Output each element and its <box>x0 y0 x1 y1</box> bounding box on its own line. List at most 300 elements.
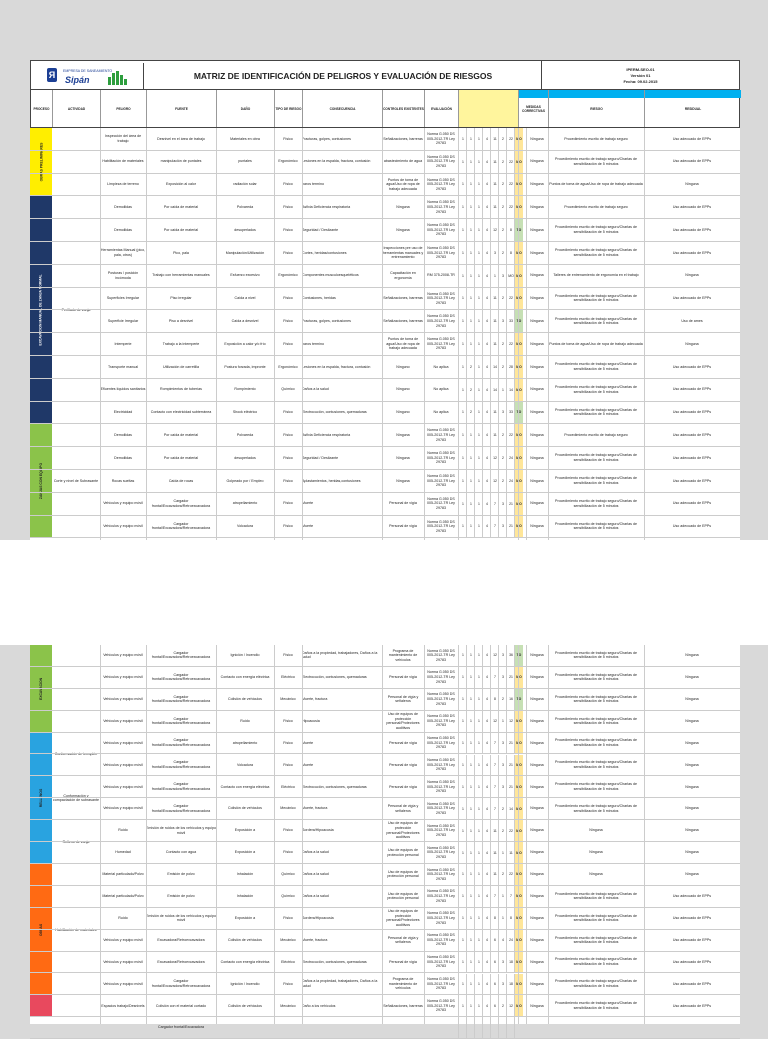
score-cell: 12 <box>490 219 499 241</box>
score-cell: MO <box>514 333 523 355</box>
score-cell: 1 <box>466 493 475 515</box>
process-group: Conformación de terraplén <box>52 733 101 777</box>
table-cell: atropellamiento <box>232 501 258 506</box>
score-cell: MO <box>514 952 523 973</box>
score-cell: 1 <box>458 952 467 973</box>
table-cell: Físico <box>283 432 293 437</box>
table-cell: Muerte <box>302 740 314 745</box>
table-cell: Físico <box>283 524 293 529</box>
table-cell: Eléctrico <box>281 675 295 680</box>
table-cell: Ninguna <box>589 872 603 877</box>
score-cell: 7 <box>490 755 499 776</box>
score-cell: 21 <box>506 667 515 688</box>
table-cell: Ninguna <box>685 784 699 789</box>
table-cell: Procedimiento escrito de trabajo seguro <box>564 136 628 141</box>
table-cell <box>526 1017 548 1038</box>
table-cell: Contacto con energía eléctrica <box>220 675 270 680</box>
score-cell: 8 <box>490 689 499 710</box>
score-cell: 1 <box>466 470 475 492</box>
document-title: MATRIZ DE IDENTIFICACIÓN DE PELIGROS Y EVALUACIÓN DE RIESGOS <box>193 71 493 81</box>
score-cell: 1 <box>458 908 467 929</box>
table-cell: Uso adecuado de EPPs <box>672 364 712 369</box>
table-cell: Por caída de material <box>163 432 199 437</box>
score-cell: 1 <box>466 424 475 446</box>
score-cell: 1 <box>498 842 507 863</box>
table-row <box>30 356 740 379</box>
table-cell: Físico <box>283 850 293 855</box>
table-cell: Cortes, heridas/contusiones <box>302 250 347 255</box>
table-cell: Demoliidas <box>114 432 132 437</box>
table-cell: Personal de vigía <box>389 524 417 529</box>
score-cell: 22 <box>506 151 515 173</box>
grid-line <box>518 128 519 540</box>
score-cell: 2 <box>466 379 475 401</box>
table-cell: Ninguna <box>530 478 544 483</box>
table-cell: Procedimiento escrito de trabajo seguro <box>564 432 628 437</box>
score-cell: 1 <box>458 151 467 173</box>
table-cell: Uso adecuado de EPPs <box>672 501 712 506</box>
table-cell: Ninguna <box>530 364 544 369</box>
table-cell: Personal de vigía <box>389 784 417 789</box>
score-cell: MO <box>514 820 523 841</box>
table-cell: Puntos de toma de agua/Uso de ropa de trabajo adecuada <box>549 341 643 346</box>
score-cell: 1 <box>498 711 507 732</box>
table-cell: Colisión de vehículos <box>228 937 262 942</box>
score-cell: 2 <box>498 447 507 469</box>
table-cell: Ninguna <box>685 850 699 855</box>
score-cell: 4 <box>482 711 491 732</box>
score-cell: 12 <box>506 995 515 1016</box>
table-cell: Ergonómico <box>278 159 298 164</box>
table-cell: Procedimiento escrito de trabajo seguro/Charlas de sensibilización de 5 minutos <box>555 499 637 508</box>
score-cell: 1 <box>474 645 483 666</box>
table-cell: Espacios trabajo/Desnivels <box>101 1003 145 1008</box>
table-cell: Muerte <box>302 762 314 767</box>
score-cell: MO <box>514 930 523 951</box>
table-cell: Ninguna <box>530 850 544 855</box>
table-cell: Norma G.050 DS 005-2012-TR Ley 29783 <box>427 246 455 260</box>
score-cell: 1 <box>474 447 483 469</box>
table-cell: Procedimiento escrito de trabajo seguro/Charlas de sensibilización de 5 minutos <box>555 316 637 326</box>
score-cell: MO <box>514 667 523 688</box>
table-cell <box>100 1017 146 1038</box>
table-cell: Materiales en obra <box>230 136 260 141</box>
table-cell: Ninguno <box>396 364 410 369</box>
table-row <box>30 196 740 219</box>
table-cell: Ninguna <box>685 341 699 346</box>
score-cell: 1 <box>466 776 475 797</box>
table-cell: Señalizaciones, barreras <box>383 318 423 323</box>
table-cell: Vehículos y equipo móvil <box>103 740 143 745</box>
score-cell: 1 <box>474 288 483 310</box>
score-cell: 1 <box>474 333 483 355</box>
table-cell: Procedimiento escrito de trabajo seguro/Charlas de sensibilización de 5 minutos <box>555 694 637 704</box>
score-cell: 22 <box>506 820 515 841</box>
table-cell: Ergonómico <box>278 273 298 278</box>
table-row <box>30 689 740 711</box>
score-cell: 2 <box>498 424 507 446</box>
grid-line <box>274 645 275 1024</box>
table-cell: Posturas / posición incómoda <box>107 271 139 280</box>
table-cell: Uso de equipos de protección personal/Protectores auditivos <box>386 909 420 927</box>
score-cell: 1 <box>458 242 467 264</box>
score-cell: 11 <box>506 842 515 863</box>
score-cell: 1 <box>474 151 483 173</box>
score-cell: 2 <box>498 288 507 310</box>
score-cell: 21 <box>506 776 515 797</box>
process-group: Habilitación de materiales <box>52 864 101 995</box>
table-cell: Vehículos y equipo móvil <box>103 937 143 942</box>
table-cell: Uso adecuado de EPPs <box>672 387 712 392</box>
score-cell: 1 <box>474 886 483 907</box>
score-cell: 4 <box>482 470 491 492</box>
risk-table-body <box>30 128 740 540</box>
table-cell: Exposición a <box>234 850 256 855</box>
score-cell: 1 <box>474 711 483 732</box>
process-group: Perfilado de zanja <box>52 196 101 424</box>
score-cell: 3 <box>498 776 507 797</box>
score-cell: 11 <box>490 196 499 218</box>
table-row <box>30 288 740 311</box>
table-cell: Ninguna <box>530 806 544 811</box>
table-cell: Humedad <box>115 850 131 855</box>
score-cell: MO <box>514 288 523 310</box>
score-cell: 1 <box>474 820 483 841</box>
table-cell: Ninguna <box>685 828 699 833</box>
score-cell: 1 <box>458 820 467 841</box>
table-cell: Cargador frontal/Excavadora/Retroexcavadora <box>151 804 211 813</box>
table-cell: Asfixia Deficiencia respiratoria <box>302 204 351 209</box>
score-cell: TO <box>514 219 523 241</box>
score-cell: 4 <box>482 288 491 310</box>
table-cell: Uso adecuado de EPPs <box>672 915 712 920</box>
table-row <box>30 952 740 974</box>
table-cell <box>302 1017 382 1038</box>
score-cell: 11 <box>490 151 499 173</box>
table-cell: Mecánico <box>280 806 296 811</box>
table-cell: Seguridad / Deslizante <box>302 455 339 460</box>
table-cell: Hipoacusia <box>302 718 320 723</box>
table-cell: Exposición a <box>234 915 256 920</box>
table-cell: Norma G.050 DS 005-2012-TR Ley 29783 <box>427 933 455 947</box>
score-cell: 3 <box>498 645 507 666</box>
score-cell: 2 <box>498 128 507 150</box>
table-cell: Ninguna <box>530 296 544 301</box>
score-cell: 22 <box>506 424 515 446</box>
score-cell: 4 <box>482 798 491 819</box>
table-cell: Inspección del área de trabajo <box>104 134 142 143</box>
score-cell: 1 <box>458 128 467 150</box>
table-cell: Personal de vigía y señaleros <box>387 935 419 945</box>
table-row <box>30 733 740 755</box>
col-dano: DAÑO <box>217 90 275 127</box>
table-cell: Procedimiento escrito de trabajo seguro/Charlas de sensibilización de 5 minutos <box>555 782 637 791</box>
grid-line <box>216 128 217 540</box>
table-cell: Físico <box>283 740 293 745</box>
table-cell: Uso de equipos de protección personal <box>387 891 419 901</box>
score-cell: 3 <box>498 755 507 776</box>
table-cell: Excavadora/Retroexcavadora <box>157 937 205 942</box>
table-cell: Norma G.050 DS 005-2012-TR Ley 29783 <box>427 845 455 859</box>
table-cell: Procedimiento escrito de trabajo seguro/Charlas de sensibilización de 5 minutos <box>555 157 637 166</box>
score-cell: 1 <box>458 974 467 995</box>
col-medidas: MEDIDAS CORRECTIVAS <box>519 90 549 127</box>
grid-line <box>458 645 459 1024</box>
table-cell: Daños a la salud <box>302 850 329 855</box>
score-cell: 1 <box>466 288 475 310</box>
score-cell: 3 <box>498 402 507 424</box>
table-cell: Material particulado/Polvo <box>102 894 144 899</box>
table-cell: Uso adecuado de EPPs <box>672 455 712 460</box>
table-row <box>30 493 740 516</box>
table-cell: Manipulación/Utilización <box>225 250 265 255</box>
score-cell: 8 <box>506 908 515 929</box>
table-cell: Procedimiento escrito de trabajo seguro/Charlas de sensibilización de 5 minutos <box>555 935 637 945</box>
table-cell: Inspecciones pre uso de herramientas manuales y entrenamiento <box>382 246 424 260</box>
score-cell: 1 <box>466 930 475 951</box>
table-cell: Procedimiento escrito de trabajo seguro/Charlas de sensibilización de 5 minutos <box>555 716 637 726</box>
table-cell: Ninguna <box>530 718 544 723</box>
table-cell: Procedimiento escrito de trabajo seguro/Charlas de sensibilización de 5 minutos <box>555 385 637 394</box>
table-cell: Norma G.050 DS 005-2012-TR Ley 29783 <box>427 998 455 1013</box>
table-row <box>30 908 740 930</box>
table-cell: Aplastamientos, heridas,contusiones <box>302 478 361 483</box>
table-cell: Ninguna <box>685 872 699 877</box>
table-cell: Inhalación <box>236 872 254 877</box>
score-cell: 4 <box>482 379 491 401</box>
table-cell <box>274 1017 302 1038</box>
score-cell: 11 <box>490 864 499 885</box>
score-cell: MO <box>514 886 523 907</box>
table-cell: Daños a la propiedad, trabajadores, Daños a la salud <box>302 979 378 988</box>
score-cell: 1 <box>458 174 467 196</box>
table-cell: Ninguna <box>530 455 544 460</box>
col-riesgo: RIESGO <box>549 90 645 127</box>
table-row <box>30 667 740 689</box>
score-cell: MO <box>514 379 523 401</box>
table-cell: Trabajo con herramientas manuales <box>152 273 210 278</box>
score-cell: 4 <box>482 310 491 332</box>
score-cell: MO <box>514 128 523 150</box>
document-code-block <box>541 61 739 91</box>
table-cell: Ergonómico <box>278 364 298 369</box>
score-cell: 3 <box>498 516 507 538</box>
table-cell: Puntos de toma de agua/Uso de ropa de trabajo adecuada <box>386 337 420 351</box>
table-cell: Procedimiento escrito de trabajo seguro/Charlas de sensibilización de 5 minutos <box>555 362 637 371</box>
score-cell: 7 <box>490 516 499 538</box>
risk-table-body-continued <box>30 645 740 1030</box>
score-cell: 8 <box>506 219 515 241</box>
table-cell: Vehículos y equipo móvil <box>103 718 143 723</box>
table-row <box>30 755 740 777</box>
score-cell: 1 <box>474 493 483 515</box>
table-cell: Ruido <box>118 828 128 833</box>
table-cell: Norma G.050 DS 005-2012-TR Ley 29783 <box>427 132 455 146</box>
score-cell: 1 <box>458 798 467 819</box>
table-cell: Físico <box>283 250 293 255</box>
table-cell: Ninguna <box>530 675 544 680</box>
score-cell: 1 <box>474 995 483 1016</box>
score-cell: 4 <box>482 447 491 469</box>
table-cell: Procedimiento escrito de trabajo seguro/Charlas de sensibilización de 5 minutos <box>555 760 637 769</box>
table-cell: Contacto con agua <box>165 850 197 855</box>
table-cell: Personal de vigía <box>389 501 417 506</box>
score-cell: 22 <box>506 174 515 196</box>
table-row <box>30 645 740 667</box>
table-row <box>30 798 740 820</box>
score-cell: 7 <box>490 493 499 515</box>
score-cell: 4 <box>482 242 491 264</box>
score-cell: 1 <box>474 470 483 492</box>
score-cell: 3 <box>498 310 507 332</box>
table-cell: Uso adecuado de EPPs <box>672 227 712 232</box>
score-cell: 21 <box>506 755 515 776</box>
table-cell: Uso adecuado de EPPs <box>672 136 712 141</box>
score-cell: 4 <box>482 174 491 196</box>
table-cell: Desnivel en el área de trabajo <box>157 136 205 141</box>
score-cell: 24 <box>506 930 515 951</box>
score-cell: MO <box>514 776 523 797</box>
score-cell: 1 <box>474 776 483 797</box>
table-cell: Ninguna <box>396 204 410 209</box>
table-cell: paros termino <box>302 182 324 187</box>
table-cell: Procedimiento escrito de trabajo seguro/Charlas de sensibilización de 5 minutos <box>555 891 637 901</box>
table-cell: Ninguna <box>530 653 544 658</box>
score-cell: 2 <box>498 219 507 241</box>
score-cell: 12 <box>490 711 499 732</box>
table-cell: Uso adecuado de EPPs <box>672 296 712 301</box>
table-cell: Uso de arnes <box>681 318 703 323</box>
stage-label: ZANJAS CON EQUIPO <box>39 463 44 500</box>
table-row <box>30 995 740 1017</box>
score-cell: MO <box>514 755 523 776</box>
table-cell: Norma G.050 DS 005-2012-TR Ley 29783 <box>427 154 455 168</box>
table-cell: Colisión de vehículos <box>228 806 262 811</box>
score-cell: 1 <box>466 689 475 710</box>
score-cell: 4 <box>498 930 507 951</box>
table-cell: Excavadora/Retroexcavadora <box>157 959 205 964</box>
score-cell: 2 <box>498 798 507 819</box>
score-cell: 11 <box>490 128 499 150</box>
table-cell: Vehículos y equipo móvil <box>103 959 143 964</box>
table-cell: Lesiones en la espalda, fractura, contusión <box>302 364 371 369</box>
col-tipo-riesgo: TIPO DE RIESGO <box>275 90 303 127</box>
table-cell: paros termino <box>302 341 324 346</box>
score-cell: 1 <box>458 776 467 797</box>
table-cell: Norma G.050 DS 005-2012-TR Ley 29783 <box>427 648 455 662</box>
score-cell: 14 <box>490 356 499 378</box>
table-cell: Lesiones en la espalda, fractura, contusión <box>302 159 371 164</box>
table-cell: Programa de mantenimiento de vehículos <box>388 977 418 991</box>
table-row <box>30 242 740 265</box>
grid-line <box>424 128 425 540</box>
score-cell: 1 <box>466 128 475 150</box>
table-cell: Vehículos y equipo móvil <box>103 696 143 701</box>
score-cell: 1 <box>458 447 467 469</box>
score-cell: 21 <box>506 493 515 515</box>
table-cell: Procedimiento escrito de trabajo seguro/Charlas de sensibilización de 5 minutos <box>555 248 637 257</box>
table-cell: Golpeado por / Empleo <box>226 478 264 483</box>
table-cell: Contusiones, heridas <box>302 296 336 301</box>
table-cell: Ninguna <box>530 432 544 437</box>
score-cell: 1 <box>474 310 483 332</box>
score-cell: 7 <box>490 667 499 688</box>
score-cell: 2 <box>498 864 507 885</box>
table-row <box>30 864 740 886</box>
stage-label: EXCAVACION <box>39 677 44 700</box>
table-cell: Ninguna <box>530 784 544 789</box>
table-cell: Procedimiento escrito de trabajo seguro/Charlas de sensibilización de 5 minutos <box>555 1001 637 1010</box>
score-cell: 22 <box>506 196 515 218</box>
score-cell: 4 <box>482 402 491 424</box>
score-cell: MO <box>514 356 523 378</box>
table-cell: Capacitación en ergonomía <box>390 271 416 280</box>
logo-tagline: EMPRESA DE SANEAMIENTO <box>63 69 113 73</box>
score-cell: 11 <box>490 842 499 863</box>
score-cell: 1 <box>466 711 475 732</box>
table-cell: Contacto con energía eléctrica <box>220 959 270 964</box>
table-cell: Ninguna <box>530 136 544 141</box>
score-cell: 1 <box>466 219 475 241</box>
table-cell: Norma G.050 DS 005-2012-TR Ley 29783 <box>427 779 455 794</box>
score-cell: 1 <box>458 424 467 446</box>
score-cell: MO <box>514 174 523 196</box>
score-cell: 1 <box>458 733 467 754</box>
table-cell: Norma G.050 DS 005-2012-TR Ley 29783 <box>427 889 455 903</box>
table-cell: Físico <box>283 828 293 833</box>
table-cell: Norma G.050 DS 005-2012-TR Ley 29783 <box>427 955 455 969</box>
score-cell: 1 <box>474 265 483 287</box>
table-cell: radiación solar <box>233 182 257 187</box>
score-cell: 14 <box>506 798 515 819</box>
score-cell: 22 <box>506 128 515 150</box>
table-cell: Vehículos y equipo móvil <box>103 806 143 811</box>
stage-label: EXCAVACION MANUAL DE ZANJA NORMAL <box>39 274 44 347</box>
table-cell: Norma G.050 DS 005-2012-TR Ley 29783 <box>427 867 455 881</box>
process-group: Corte y nivel de Subrasante <box>52 424 101 538</box>
table-cell: Físico <box>283 478 293 483</box>
table-cell: Por caída de material <box>163 204 199 209</box>
table-cell: Físico <box>283 182 293 187</box>
table-cell: Uso adecuado de EPPs <box>672 1003 712 1008</box>
table-cell: atropellamiento <box>232 740 258 745</box>
score-cell: MO <box>514 711 523 732</box>
table-row <box>30 265 740 288</box>
grid-line <box>548 128 549 540</box>
score-cell: 6 <box>490 952 499 973</box>
logo-bars-icon <box>108 71 128 85</box>
table-cell: Norma G.050 DS 005-2012-TR Ley 29783 <box>427 519 455 533</box>
table-cell: Muerte, fractura <box>302 937 328 942</box>
table-cell: Rocas sueltas <box>111 478 135 483</box>
score-cell: 1 <box>474 689 483 710</box>
grid-line <box>100 128 101 540</box>
score-cell: 6 <box>490 995 499 1016</box>
table-cell: Superficies Irregular <box>106 296 140 301</box>
score-cell: 4 <box>482 128 491 150</box>
score-cell: MO <box>514 493 523 515</box>
table-row <box>30 776 740 798</box>
score-cell: 33 <box>506 402 515 424</box>
stage-label: RELLENOS <box>39 789 43 808</box>
table-cell: Ninguna <box>589 850 603 855</box>
score-cell: 4 <box>482 667 491 688</box>
table-cell <box>644 1017 740 1038</box>
table-cell: Electrocución, contusiones, quemaduras <box>302 410 367 415</box>
score-cell: 12 <box>490 645 499 666</box>
score-cell: 1 <box>458 930 467 951</box>
table-cell: No aplica <box>433 387 449 392</box>
